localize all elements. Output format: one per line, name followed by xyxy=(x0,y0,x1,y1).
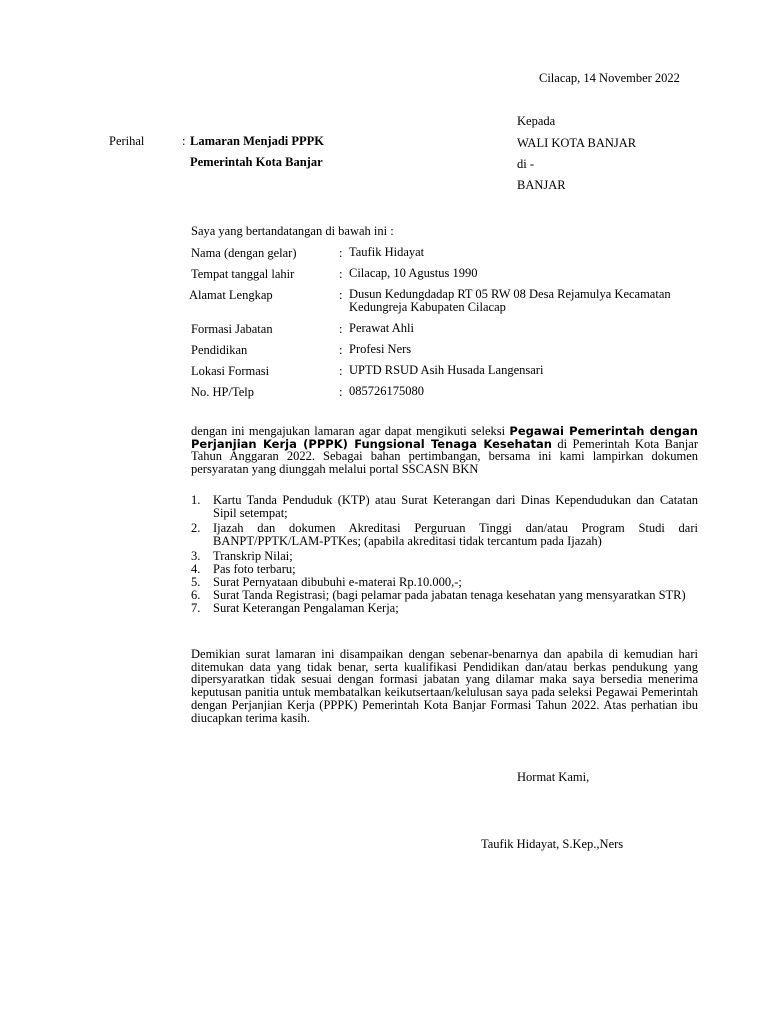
field-label-phone: No. HP/Telp xyxy=(191,385,255,399)
field-colon: : xyxy=(339,364,343,378)
recipient-line-city: BANJAR xyxy=(517,178,566,192)
field-value-location: UPTD RSUD Asih Husada Langensari xyxy=(349,363,544,377)
application-text-part-1: dengan ini mengajukan lamaran agar dapat mengikuti seleksi xyxy=(191,424,510,438)
recipient-line-di: di - xyxy=(517,157,535,171)
field-value-name: Taufik Hidayat xyxy=(349,245,425,259)
field-label-name: Nama (dengan gelar) xyxy=(191,246,297,260)
attachment-list xyxy=(191,494,698,615)
list-item: 5. Surat Pernyataan dibubuhi e-materai Rp.10.000,-; xyxy=(191,575,462,589)
recipient-line-kepada: Kepada xyxy=(517,114,556,128)
list-item: 7. Surat Keterangan Pengalaman Kerja; xyxy=(191,601,399,615)
application-position-bold: Pegawai Pemerintah dengan Perjanjian Kerja (PPPK) Fungsional Tenaga Kesehatan xyxy=(191,424,698,451)
closing-paragraph: Demikian surat lamaran ini disampaikan dengan sebenar-benarnya dan apabila di kemudian hari ditemukan data yang tidak benar, serta kualifikasi Pendidikan dan/atau berkas pendukung yang dipersyaratkan tidak sesuai dengan formasi jabatan yang dilamar maka saya bersedia menerima keputusan panitia untuk membatalkan keikutsertaan/kelulusan saya pada seleksi Pegawai Pemerintah dengan Perjanjian Kerja (PPPK) Pemerintah Kota Banjar Formasi Tahun 2022. Atas perhatian ibu diucapkan terima kasih. xyxy=(191,647,698,725)
field-colon: : xyxy=(339,288,343,302)
application-text-part-2: di Pemerintah Kota Banjar Tahun Anggaran 2022. Sebagai bahan pertimbangan, bersama ini kami lampirkan dokumen persyaratan yang diunggah melalui portal SSCASN BKN xyxy=(191,436,698,477)
field-label-education: Pendidikan xyxy=(191,343,248,357)
list-item: 6. Surat Tanda Registrasi; (bagi pelamar pada jabatan tenaga kesehatan yang mensyaratkan STR) xyxy=(191,588,686,602)
list-item: 3. Transkrip Nilai; xyxy=(191,549,293,563)
field-value-phone: 085726175080 xyxy=(349,384,424,398)
field-colon: : xyxy=(339,267,343,281)
field-colon: : xyxy=(339,385,343,399)
signature-name: Taufik Hidayat, S.Kep.,Ners xyxy=(481,837,624,851)
recipient-line-title: WALI KOTA BANJAR xyxy=(517,136,637,150)
field-label-location: Lokasi Formasi xyxy=(191,364,270,378)
subject-line-1: Lamaran Menjadi PPPK xyxy=(190,134,325,148)
list-item: 1. Kartu Tanda Penduduk (KTP) atau Surat Keterangan dari Dinas Kependudukan dan Catatan Sipil setempat; xyxy=(191,493,698,520)
list-item: 2. Ijazah dan dokumen Akreditasi Perguruan Tinggi dan/atau Program Studi dari BANPT/PPTK/LAM-PTKes; (apabila akreditasi tidak tercantum pada Ijazah) xyxy=(191,521,698,548)
field-value-position: Perawat Ahli xyxy=(349,321,414,335)
subject-label: Perihal xyxy=(109,134,145,148)
subject-line-2: Pemerintah Kota Banjar xyxy=(190,155,323,169)
field-label-birth: Tempat tanggal lahir xyxy=(191,267,295,281)
application-paragraph xyxy=(191,425,698,476)
intro-text: Saya yang bertandatangan di bawah ini : xyxy=(191,224,394,238)
place-date: Cilacap, 14 November 2022 xyxy=(539,71,680,85)
signoff-text: Hormat Kami, xyxy=(517,770,590,784)
field-value-birth: Cilacap, 10 Agustus 1990 xyxy=(349,266,478,280)
field-label-address: Alamat Lengkap xyxy=(189,288,273,302)
field-label-position: Formasi Jabatan xyxy=(191,322,273,336)
subject-colon: : xyxy=(182,134,186,148)
field-value-education: Profesi Ners xyxy=(349,342,412,356)
list-item: 4. Pas foto terbaru; xyxy=(191,562,296,576)
field-colon: : xyxy=(339,343,343,357)
field-value-address: Dusun Kedungdadap RT 05 RW 08 Desa Rejamulya Kecamatan Kedungreja Kabupaten Cilacap xyxy=(349,287,671,314)
field-colon: : xyxy=(339,246,343,260)
field-colon: : xyxy=(339,322,343,336)
